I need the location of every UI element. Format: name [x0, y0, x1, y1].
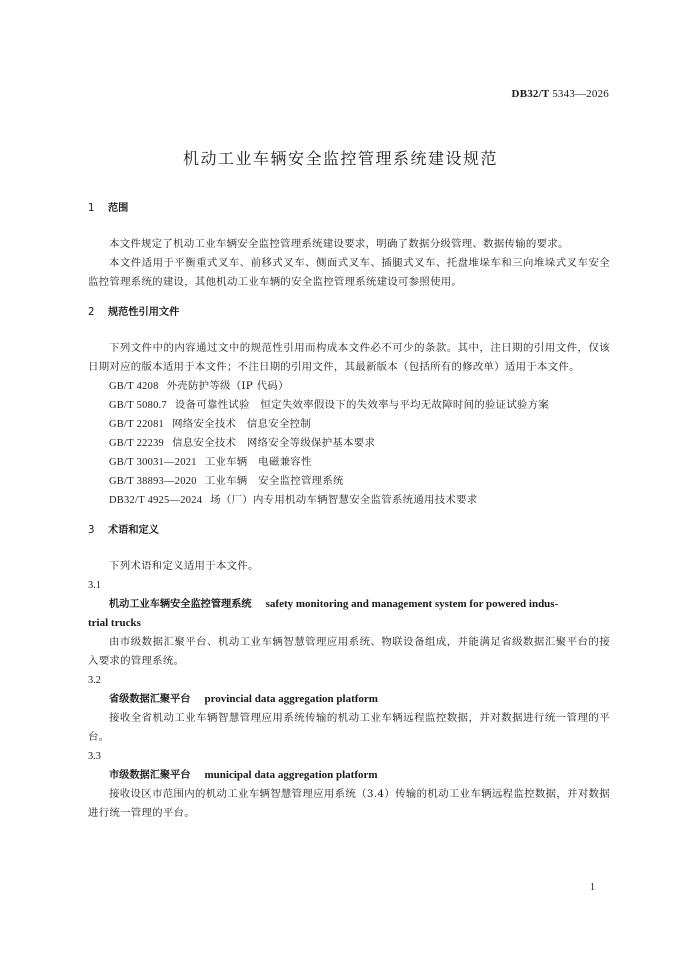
- term-en: provincial data aggregation platform: [204, 693, 378, 705]
- section-number: 2: [88, 307, 95, 318]
- document-title: 机动工业车辆安全监控管理系统建设规范: [182, 149, 498, 168]
- term-en-continuation: trial trucks: [88, 617, 141, 629]
- section-title: 术语和定义: [108, 525, 159, 536]
- reference-name: 工业车辆 安全监控管理系统: [204, 475, 344, 487]
- spacer: [88, 322, 610, 339]
- reference-code: DB32/T 4925—2024: [109, 495, 203, 506]
- standard-code-prefix: DB32/T: [511, 88, 550, 100]
- section-3-heading: [88, 521, 610, 540]
- paragraph: 下列术语和定义适用于本文件。: [109, 560, 259, 572]
- reference-code: GB/T 5080.7: [109, 400, 167, 411]
- section-title: 范围: [108, 203, 129, 214]
- reference-item: [88, 396, 610, 415]
- paragraph: 下列文件中的内容通过文中的规范性引用而构成本文件必不可少的条款。其中，注日期的引用文件，仅该日期对应的版本适用于本文件；不注日期的引用文件，其最新版本（包括所有的修改单）适用于本文件。: [88, 342, 610, 373]
- term-number: 3.1: [88, 580, 101, 591]
- term-definition: 接收全省机动工业车辆智慧管理应用系统传输的机动工业车辆远程监控数据，并对数据进行统一管理的平台。: [88, 712, 610, 743]
- paragraph: 本文件规定了机动工业车辆安全监控管理系统建设要求，明确了数据分级管理、数据传输的要求。: [109, 238, 569, 250]
- term-definition: 接收设区市范围内的机动工业车辆智慧管理应用系统（3.4）传输的机动工业车辆远程监控数据，并对数据进行统一管理的平台。: [88, 788, 610, 819]
- spacer: [88, 540, 610, 557]
- reference-code: GB/T 4208: [109, 381, 159, 392]
- term-number: 3.2: [88, 675, 101, 686]
- paragraph: 本文件适用于平衡重式叉车、前移式叉车、侧面式叉车、插腿式叉车、托盘堆垛车和三向堆垛式叉车安全监控管理系统的建设，其他机动工业车辆的安全监控管理系统建设可参照使用。: [88, 257, 610, 288]
- section-1-heading: [88, 199, 610, 218]
- reference-name: 信息安全技术 网络安全等级保护基本要求: [172, 437, 376, 449]
- document-body: [88, 199, 610, 823]
- term-zh: 省级数据汇聚平台: [109, 694, 191, 705]
- term-heading: [88, 690, 610, 709]
- term-en: safety monitoring and management system for powered indus-: [265, 598, 559, 610]
- term-zh: 市级数据汇聚平台: [109, 770, 191, 781]
- standard-code-number: 5343—2026: [552, 88, 609, 100]
- reference-code: GB/T 22081: [109, 419, 165, 430]
- reference-item: [88, 472, 610, 491]
- spacer: [88, 292, 610, 303]
- reference-item: [88, 415, 610, 434]
- reference-name: 外壳防护等级（IP 代码）: [166, 380, 289, 392]
- reference-name: 网络安全技术 信息安全控制: [172, 418, 312, 430]
- spacer: [88, 218, 610, 235]
- reference-code: GB/T 30031—2021: [109, 457, 197, 468]
- term-definition: 由市级数据汇聚平台、机动工业车辆智慧管理应用系统、物联设备组成，并能满足省级数据汇聚平台的接入要求的管理系统。: [88, 636, 610, 667]
- reference-item: [88, 377, 610, 396]
- reference-code: GB/T 38893—2020: [109, 476, 197, 487]
- standard-code: [512, 88, 609, 100]
- section-number: 3: [88, 525, 95, 536]
- reference-name: 设备可靠性试验 恒定失效率假设下的失效率与平均无故障时间的验证试验方案: [174, 399, 550, 411]
- section-2-heading: [88, 303, 610, 322]
- reference-name: 场（厂）内专用机动车辆智慧安全监管系统通用技术要求: [210, 494, 478, 506]
- reference-item: [88, 491, 610, 510]
- term-zh: 机动工业车辆安全监控管理系统: [109, 599, 252, 610]
- term-heading: [88, 595, 610, 614]
- reference-name: 工业车辆 电磁兼容性: [204, 456, 312, 468]
- term-heading: [88, 766, 610, 785]
- term-number: 3.3: [88, 751, 101, 762]
- reference-item: [88, 434, 610, 453]
- reference-code: GB/T 22239: [109, 438, 165, 449]
- spacer: [88, 510, 610, 521]
- section-title: 规范性引用文件: [108, 307, 180, 318]
- page-number: 1: [590, 882, 595, 893]
- reference-item: [88, 453, 610, 472]
- section-number: 1: [88, 203, 95, 214]
- term-en: municipal data aggregation platform: [204, 769, 378, 781]
